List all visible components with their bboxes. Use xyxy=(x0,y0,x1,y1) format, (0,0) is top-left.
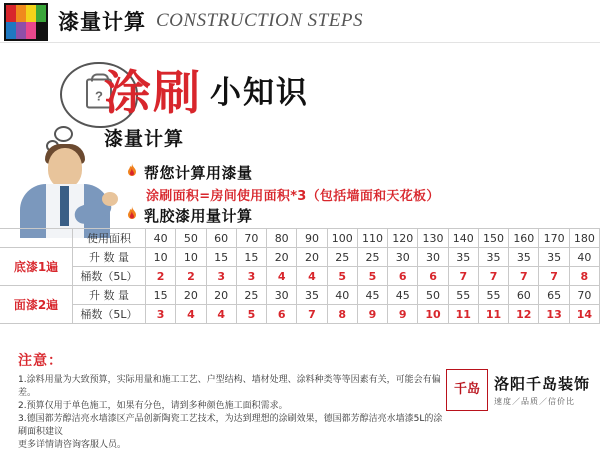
table-row-label: 升 数 量 xyxy=(73,248,146,267)
hero-title-red: 涂刷 xyxy=(104,66,202,121)
formula-text: 涂刷面积=房间使用面积*3（包括墙面和天花板） xyxy=(146,189,440,204)
table-cell: 4 xyxy=(176,305,206,324)
bullet-item-1 xyxy=(126,162,253,183)
table-cell: 35 xyxy=(509,248,539,267)
person-head xyxy=(48,148,82,188)
table-cell: 50 xyxy=(418,286,448,305)
table-cell: 55 xyxy=(448,286,478,305)
table-cell: 70 xyxy=(569,286,599,305)
table-cell: 8 xyxy=(569,267,599,286)
table-cell: 20 xyxy=(297,248,327,267)
table-cell: 8 xyxy=(327,305,357,324)
header-title-cn: 漆量计算 xyxy=(58,10,146,34)
table-header-cell-6: 100 xyxy=(327,229,357,248)
person-illustration xyxy=(14,148,114,236)
table-cell: 15 xyxy=(146,286,176,305)
table-cell: 20 xyxy=(206,286,236,305)
person-tie xyxy=(60,186,69,226)
table-group-label-1: 面漆2遍 xyxy=(0,286,73,324)
notes-line-2: 2.预算仅用于单色施工，如果有分色，请到多种颜色施工面积需求。 xyxy=(18,401,288,412)
table-cell: 2 xyxy=(146,267,176,286)
table-row xyxy=(0,267,600,286)
table-cell: 30 xyxy=(267,286,297,305)
table-cell: 3 xyxy=(206,267,236,286)
table-cell: 7 xyxy=(297,305,327,324)
table-header-cell-7: 110 xyxy=(357,229,387,248)
table-cell: 30 xyxy=(418,248,448,267)
table-header-cell-9: 130 xyxy=(418,229,448,248)
bullet-label-2: 乳胶漆用量计算 xyxy=(144,207,253,225)
table-cell: 35 xyxy=(539,248,569,267)
section-title: 漆量计算 xyxy=(104,128,185,150)
table-header-cell-4: 80 xyxy=(267,229,297,248)
table-cell: 25 xyxy=(357,248,387,267)
hero-title-black: 小知识 xyxy=(210,75,309,111)
table-cell: 10 xyxy=(176,248,206,267)
table-cell: 5 xyxy=(236,305,266,324)
notes-line-4: 更多详情请咨询客服人员。 xyxy=(18,440,127,451)
table-cell: 7 xyxy=(478,267,508,286)
table-cell: 14 xyxy=(569,305,599,324)
table-cell: 25 xyxy=(327,248,357,267)
header-title-en: CONSTRUCTION STEPS xyxy=(156,10,363,31)
table-cell: 45 xyxy=(388,286,418,305)
person-hand xyxy=(102,192,118,206)
table-cell: 5 xyxy=(357,267,387,286)
table-cell: 6 xyxy=(418,267,448,286)
table-cell: 5 xyxy=(327,267,357,286)
table-cell: 20 xyxy=(176,286,206,305)
table-cell: 9 xyxy=(357,305,387,324)
table-cell: 60 xyxy=(509,286,539,305)
page-header xyxy=(0,0,600,43)
hero-title xyxy=(104,56,309,123)
table-cell: 7 xyxy=(448,267,478,286)
table-cell: 6 xyxy=(267,305,297,324)
table-header-cell-1: 50 xyxy=(176,229,206,248)
table-cell: 2 xyxy=(176,267,206,286)
table-cell: 7 xyxy=(509,267,539,286)
brand-logo-icon xyxy=(4,3,48,41)
table-header-cell-12: 160 xyxy=(509,229,539,248)
notes-line-3: 3.德国都芳醇洁亮水墙漆区产品创新陶瓷工艺技术，为达到理想的涂刷效果，德国都芳醇洁亮水墙漆5L的涂刷面积建议 xyxy=(18,414,443,438)
table-cell: 15 xyxy=(236,248,266,267)
flame-icon xyxy=(126,163,138,179)
table-cell: 9 xyxy=(388,305,418,324)
table-cell: 35 xyxy=(448,248,478,267)
table-row-label: 桶数（5L） xyxy=(73,305,146,324)
question-mark-label: ? xyxy=(95,88,103,104)
table-corner-cell xyxy=(0,229,73,248)
table-header-cell-3: 70 xyxy=(236,229,266,248)
table-header-cell-2: 60 xyxy=(206,229,236,248)
table-cell: 10 xyxy=(146,248,176,267)
brand-seal-icon: 千岛 xyxy=(446,369,488,411)
table-group-label-0: 底漆1遍 xyxy=(0,248,73,286)
brand-name: 洛阳千岛装饰 xyxy=(493,375,590,393)
table-cell: 7 xyxy=(539,267,569,286)
brand-slogan: 速度／品质／信价比 xyxy=(493,397,575,406)
notes-line-1: 1.涂料用量为大致预算，实际用量和施工工艺、户型结构、墙材处理、涂料种类等等因素有关，可能会有偏差。 xyxy=(18,375,441,399)
table-cell: 12 xyxy=(509,305,539,324)
notes-block xyxy=(18,350,448,452)
table-header-usable-area: 使用面积 xyxy=(73,229,146,248)
table-header-cell-8: 120 xyxy=(388,229,418,248)
bullet-label-1: 帮您计算用漆量 xyxy=(144,164,253,182)
table-cell: 40 xyxy=(569,248,599,267)
bubble-dot-large xyxy=(54,126,73,142)
table-cell: 35 xyxy=(478,248,508,267)
table-cell: 11 xyxy=(448,305,478,324)
table-header-cell-5: 90 xyxy=(297,229,327,248)
paint-quantity-table xyxy=(0,228,600,324)
flame-icon xyxy=(126,206,138,222)
table-row xyxy=(0,305,600,324)
table-cell: 3 xyxy=(236,267,266,286)
table-cell: 15 xyxy=(206,248,236,267)
table-cell: 45 xyxy=(357,286,387,305)
table-header-cell-11: 150 xyxy=(478,229,508,248)
table-cell: 20 xyxy=(267,248,297,267)
bullet-item-2 xyxy=(126,205,253,226)
table-cell: 55 xyxy=(478,286,508,305)
brand-footer xyxy=(446,369,590,411)
table-header-cell-0: 40 xyxy=(146,229,176,248)
table-header-cell-14: 180 xyxy=(569,229,599,248)
table-cell: 10 xyxy=(418,305,448,324)
table-cell: 65 xyxy=(539,286,569,305)
table-cell: 4 xyxy=(297,267,327,286)
notes-title: 注意： xyxy=(18,353,63,369)
table-cell: 30 xyxy=(388,248,418,267)
table-cell: 13 xyxy=(539,305,569,324)
table-cell: 4 xyxy=(267,267,297,286)
table-cell: 40 xyxy=(327,286,357,305)
table-row xyxy=(0,286,600,305)
table-row xyxy=(0,248,600,267)
table-cell: 25 xyxy=(236,286,266,305)
table-row-label: 桶数（5L） xyxy=(73,267,146,286)
table-header-cell-10: 140 xyxy=(448,229,478,248)
table xyxy=(0,228,600,324)
table-cell: 11 xyxy=(478,305,508,324)
table-cell: 35 xyxy=(297,286,327,305)
table-row-label: 升 数 量 xyxy=(73,286,146,305)
table-cell: 3 xyxy=(146,305,176,324)
table-header-cell-13: 170 xyxy=(539,229,569,248)
table-cell: 4 xyxy=(206,305,236,324)
table-row-header xyxy=(0,229,600,248)
table-cell: 6 xyxy=(388,267,418,286)
